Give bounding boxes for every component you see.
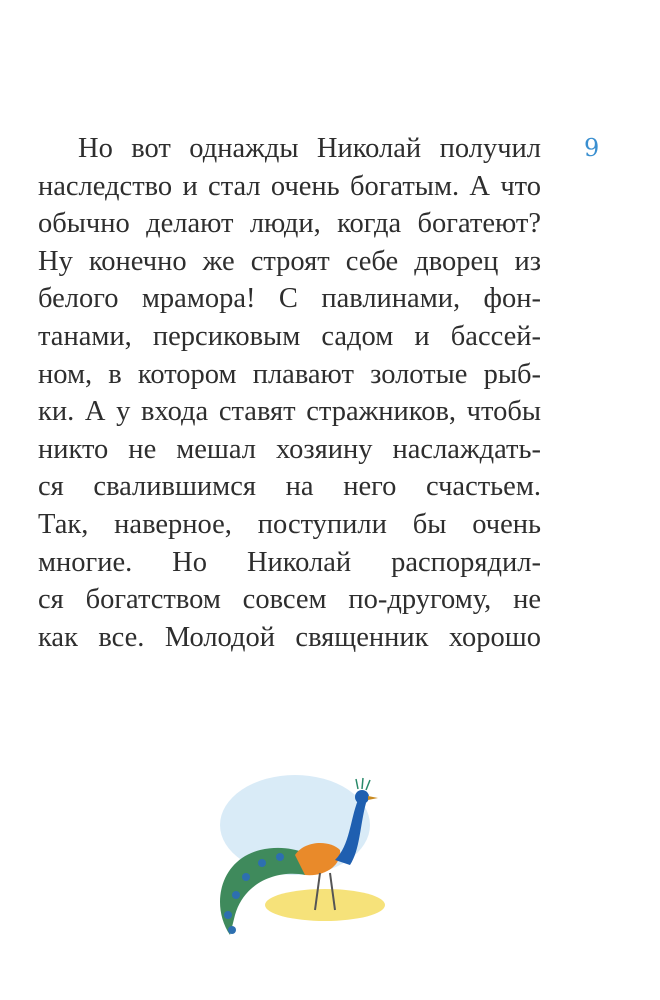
text-line: обычно делают люди, когда богатеют? bbox=[38, 208, 541, 240]
text-line: ки. А у входа ставят стражников, чтобы bbox=[38, 396, 541, 428]
text-line: ся богатством совсем по-другому, не bbox=[38, 584, 541, 616]
text-line: Ну конечно же строят себе дворец из bbox=[38, 245, 541, 277]
peacock-illustration bbox=[200, 765, 400, 945]
text-line: как все. Молодой священник хорошо bbox=[38, 621, 541, 653]
text-line: Так, наверное, поступили бы очень bbox=[38, 508, 541, 540]
page-number: 9 bbox=[584, 134, 600, 162]
text-line: наследство и стал очень богатым. А что bbox=[38, 170, 541, 202]
body-text bbox=[38, 130, 541, 656]
text-line: белого мрамора! С павлинами, фон- bbox=[38, 283, 541, 315]
text-line: ся свалившимся на него счастьем. bbox=[38, 471, 541, 503]
text-line: Но вот однажды Николай получил bbox=[78, 133, 541, 164]
text-line: никто не мешал хозяину наслаждать- bbox=[38, 433, 541, 465]
text-line: многие. Но Николай распорядил- bbox=[38, 546, 541, 578]
text-line: танами, персиковым садом и бассей- bbox=[38, 320, 541, 352]
text-line: ном, в котором плавают золотые рыб- bbox=[38, 358, 541, 390]
